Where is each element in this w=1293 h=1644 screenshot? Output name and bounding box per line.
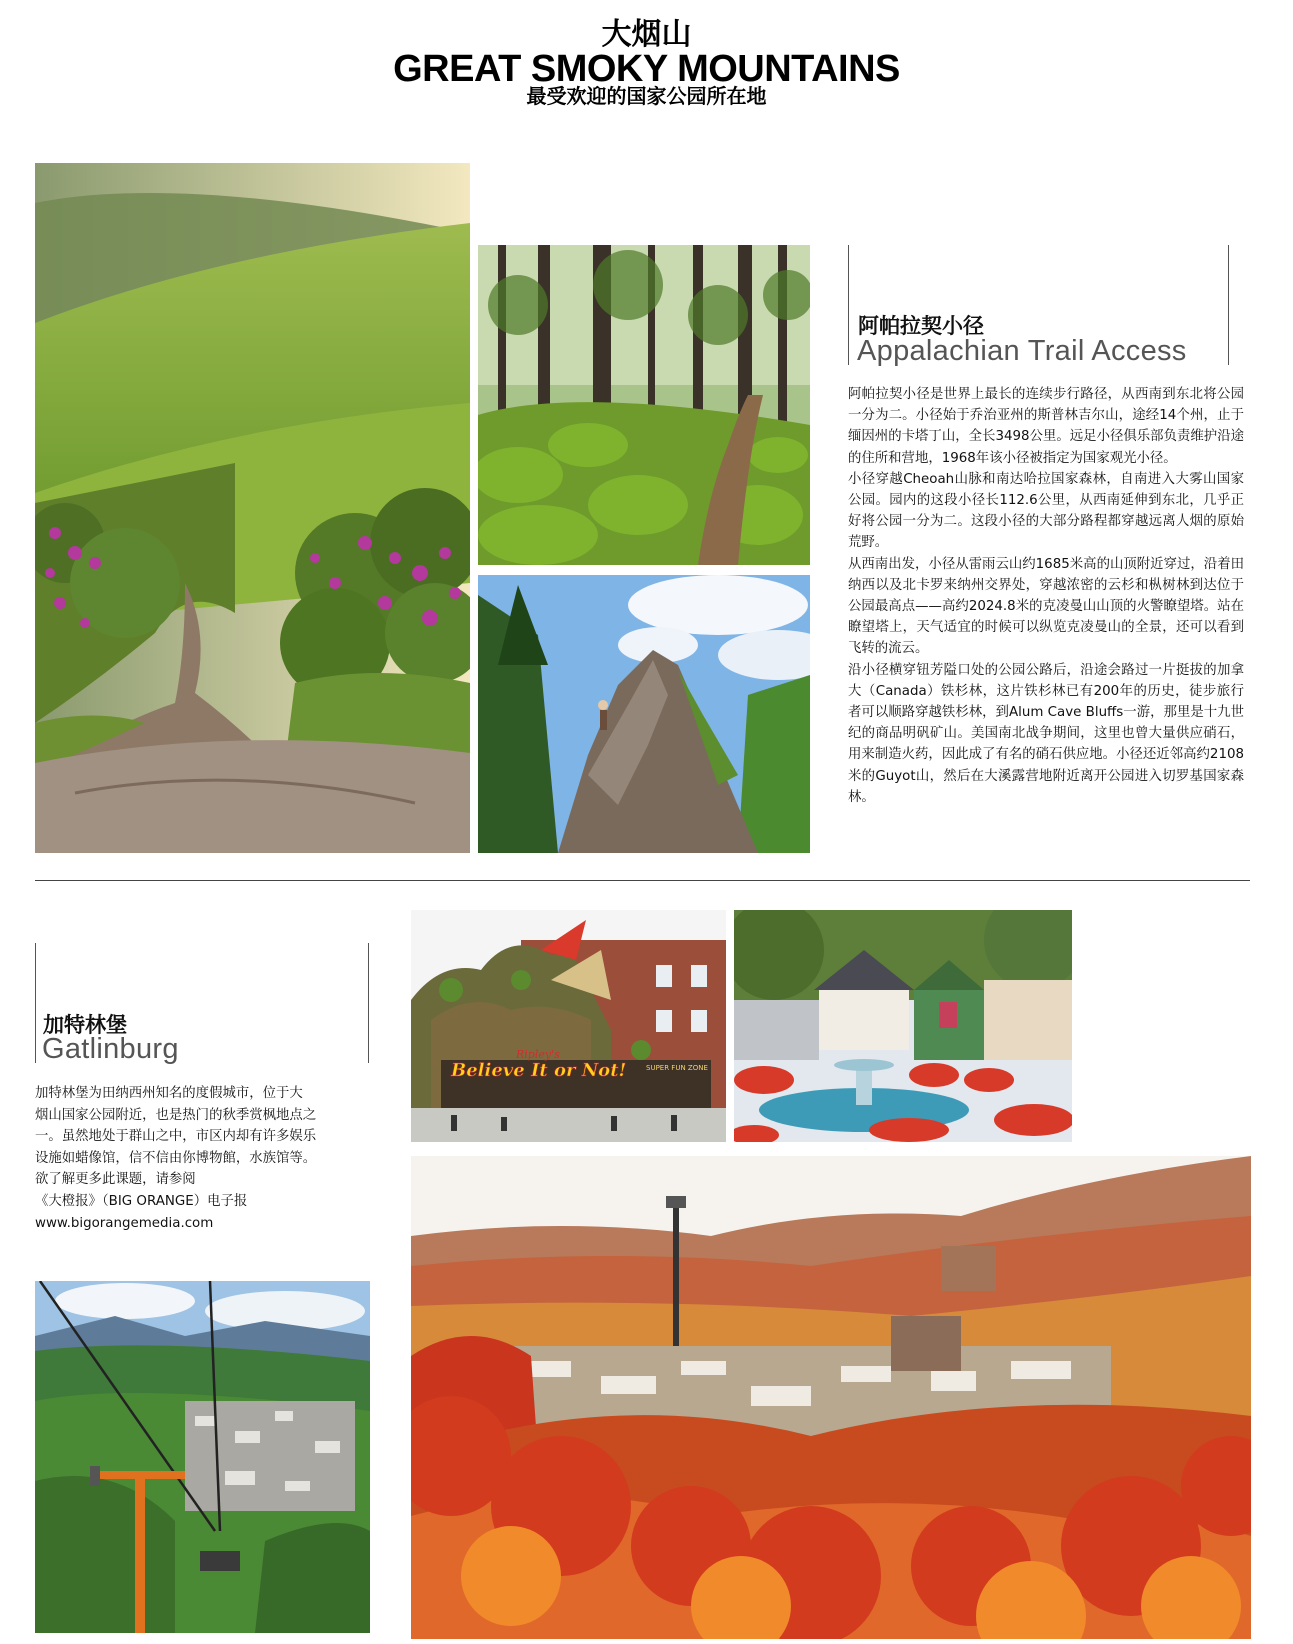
appalachian-paragraph: 阿帕拉契小径是世界上最长的连续步行路径，从西南到东北将公园一分为二。小径始于乔治亚州的斯普林吉尔山，途经14个州，止于缅因州的卡塔丁山，全长3498公里。远足小径俱乐部负责维护沿途的住所和营地，1968年该小径被指定为国家观光小径。 [848,387,1244,466]
gatlinburg-line: 一。虽然地处于群山之中，市区内却有许多娱乐 [35,1129,317,1145]
gatlinburg-rule-right [368,943,369,1063]
heading-rule-right [1228,245,1229,365]
ripleys-script-text: Ripley's [516,1048,560,1061]
appalachian-heading-cn: 阿帕拉契小径 [858,314,984,338]
appalachian-body [848,384,1244,808]
title-chinese: 大烟山 [601,17,692,52]
appalachian-heading-en: Appalachian Trail Access [857,335,1187,367]
section-divider [35,880,1250,881]
subtitle-chinese: 最受欢迎的国家公园所在地 [526,84,767,108]
gatlinburg-line: 《大橙报》（BIG ORANGE）电子报 [35,1193,248,1209]
ripleys-small-sign: SUPER FUN ZONE [646,1064,708,1072]
appalachian-paragraph: 从西南出发，小径从雷雨云山约1685米高的山顶附近穿过，沿着田纳西以及北卡罗来纳州交界处，穿越浓密的云杉和枞树林到达位于公园最高点——高约2024.8米的克凌曼山山顶的火警瞭望塔。站在瞭望塔上，天气适宜的时候可以纵览克凌曼山的全景，还可以看到飞转的流云。 [848,556,1244,657]
gatlinburg-line: 欲了解更多此课题，请参阅 [35,1172,196,1188]
gatlinburg-line: 加特林堡为田纳西州知名的度假城市，位于大 [35,1086,303,1101]
photo-autumn-valley [411,1156,1251,1639]
gatlinburg-line: 设施如蜡像馆，信不信由你博物館，水族馆等。 [35,1150,317,1166]
appalachian-paragraph: 沿小径横穿钮芳隘口处的公园公路后，沿途会路过一片挺拔的加拿大（Canada）铁杉林，这片铁杉林已有200年的历史，徒步旅行者可以顺路穿越铁杉林，到Alum Cave Bluffs一游，那里是十九世纪的商品明矾矿山。美国南北战争期间，这里也曾大量供应硝石，用来制造火药，因此成了有名的硝石供应地。小径还近邻高约2108米的Guyot山，然后在大溪露营地附近离开公园进入切罗基国家森林。 [848,662,1244,805]
gatlinburg-heading-cn: 加特林堡 [43,1013,127,1037]
ripleys-sign-text: Believe It or Not! [451,1060,627,1081]
gatlinburg-heading-en: Gatlinburg [42,1033,179,1065]
appalachian-paragraph: 小径穿越Cheoah山脉和南达哈拉国家森林，自南进入大雾山国家公园。园内的这段小径长112.6公里，从西南延伸到东北，几乎正好将公园一分为二。这段小径的大部分路程都穿越远离人烟的原始荒野。 [848,471,1244,551]
title-english: GREAT SMOKY MOUNTAINS [393,48,900,90]
gatlinburg-website: www.bigorangemedia.com [35,1215,214,1231]
photo-ripleys-museum [411,910,726,1142]
photo-rocky-ridge [478,575,810,853]
gatlinburg-rule-left [35,943,36,1063]
photo-mossy-forest [478,245,810,565]
photo-chairlift [35,1281,370,1633]
photo-mountain-trail [35,163,470,853]
gatlinburg-body [35,1083,375,1234]
heading-rule-left [848,245,849,365]
photo-village-fountain [734,910,1072,1142]
gatlinburg-line: 烟山国家公园附近，也是热门的秋季赏枫地点之 [35,1107,317,1123]
